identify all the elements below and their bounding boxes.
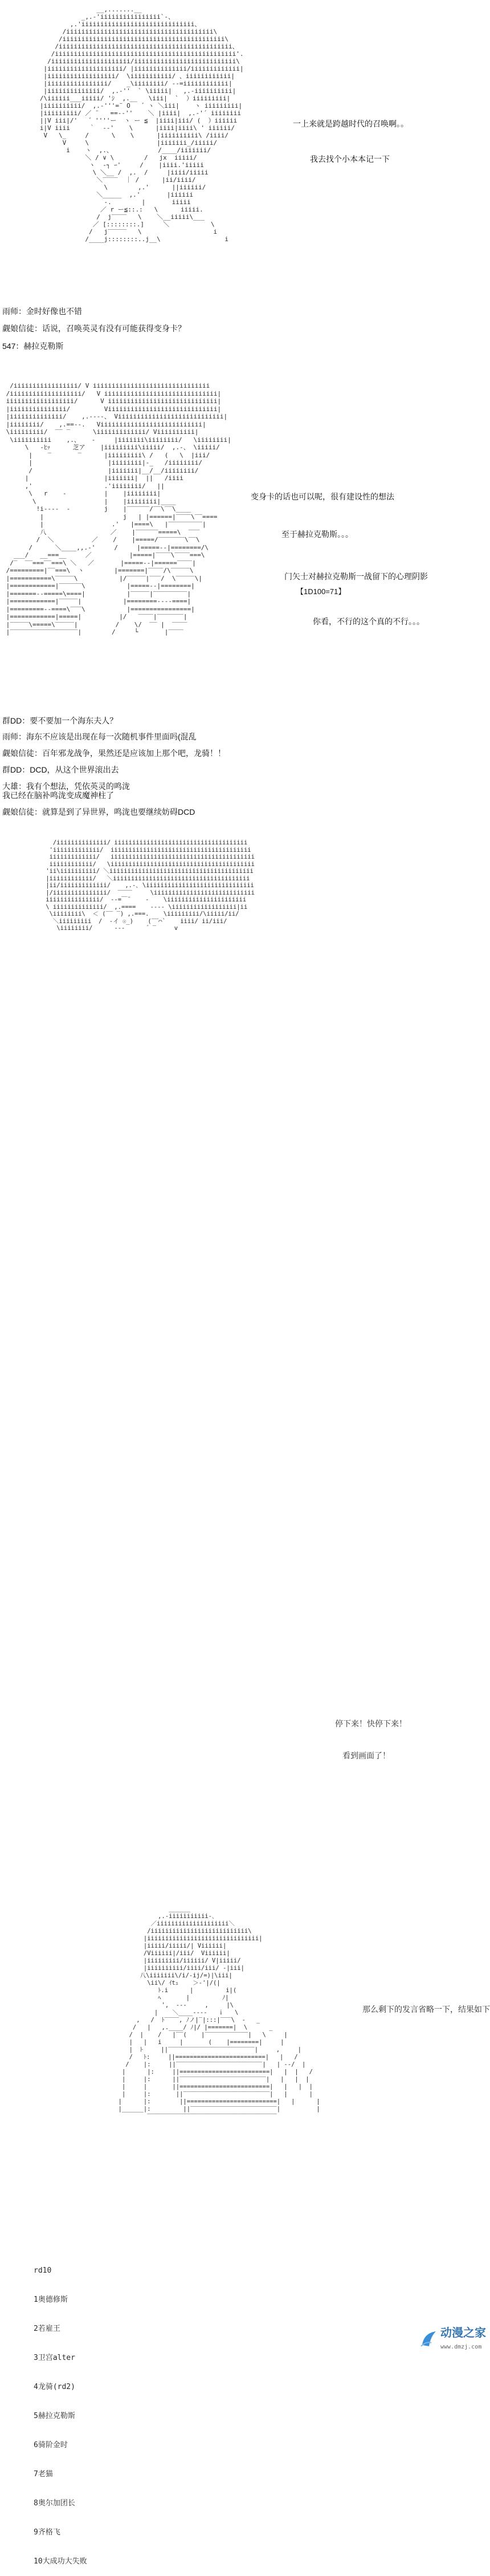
chat-line: 547：赫拉克勒斯 [2,342,64,351]
speech-line: 停下来！快停下来！ [335,1720,407,1729]
speech-line: 看到画面了！ [342,1752,390,1761]
chat-line: 觑娘信徒：话说，召唤英灵有没有可能获得变身卡？ [2,324,186,333]
result-item: 9齐格飞 [34,2528,60,2537]
speech-line: 变身卡的话也可以呢，很有建设性的想法 [251,492,394,501]
result-item: 4龙骑(rd2) [34,2383,75,2391]
result-list [34,2246,87,2576]
speech-line: 门矢士对赫拉克勒斯一战留下的心理阴影 [284,572,428,581]
watermark-name: 动漫之家 [440,2326,486,2339]
result-item: 3卫宫alter [34,2354,75,2362]
result-item: 6骑阶金时 [34,2441,68,2449]
result-item: 2若雇王 [34,2325,60,2333]
speech-line: 至于赫拉克勒斯。。。 [281,530,353,539]
speech-line: 我去找个小本本记一下 [310,155,390,164]
result-item: 7老猫 [34,2470,53,2479]
speech-line: 那么剩下的发言省略一下，结果如下 [362,2005,490,2014]
chat-line: 群DD：DCD，从这个世界滚出去 [2,765,119,774]
result-item: 5赫拉克勒斯 [34,2412,75,2420]
speech-line: 一上来就是跨越时代的召唤啊。。 [293,119,409,128]
chat-line: 雨师：海东不应该是出现在每一次随机事件里面吗(混乱 [2,732,197,741]
chat-line: 雨师：金时好像也不错 [2,307,82,316]
speech-line: 你看，不行的这个真的不行。。。 [313,617,424,626]
result-item: 1奥德修斯 [34,2295,68,2304]
ascii-art-figure-1: __,.......__ _,.-'iiiiiiiiiiiiiiii`-、 ,.'iiiiiiiiiiiiiiiiiiiiiiiiiiiiii、 /iiiiiiiiiiiiiiiiiiiiiiiiiiiiiiiiiiiiiii\ /iiiiiiiiiiiiiiiiiiiiiiiiiiiiiiiiiiiiiiiiiii\ /iiiiiiiiiiiiiiiiiiiiiiiiiiiiiiiiiiiiiiiiiiiiii、 /iiiiiiiiiiiiiiiiiiiiiiiiiiiiiiiiiiiiiiiiiiiiiiii'. /iiiiiiiiiiiiiiiiiiiii/iiiiiiiiiiiiiiiiiiiiiiiiiii\ |iiiiiiiiiiiiiiiiiiii/ |iiiiiiiiiiiiii/iiiiiiiiiiiii| |iiiiiiiiiiiiiiiiii/ \iiiiiiiiiii/ 、iiiiiiiiiiii| |iiiiiiiiiiiiiiii/ _\iiiiiiii/ --=iiiiiiiiiiii| |iiiiiiiiiiiiii/ ,.-'' ` \iiiii| ,.-iiiiiiiiii| /\iiiiii___iiiii/ 'ｼ ,.__ \iii| ` ）iiiiiiiii| |iiiiiiiiii/ ,.-'''=¨ O ゛ヽ ＼iii| ヽ iiiiiiiii| |iiiiiiiii/ ／ ¨ ==‐‐'' ＼ |iiii| ,.-'´ iiiiiiii ||V iii|/' ゛''''ー ヽ ー ≦ |iiii|iii/ ( ）iiiiii i|V iiii ｀ ‐‐' \ |iiii|iiii\ ' iiiiii/ V \_ / \ \ |iiiiiiiiii\ /iiii/ V \ |iiiiiii_/iiiii/ i ヽ ,.、 /____/iiiiiii/ ＼ / ∨ \ / jx iiiii/ ヽ ‐┐ ｰ' / |iiii.'iiiii \ ＼__ / ,. / |iiii/iiiii ＼‾‾‾‾ ｜ / |ii/iiii/ \ ,.' ||iiiiii/ ＼_____ ,.' |iiiiii ‐. | iiiii ／ r ー≦::.: \ iiiii. / j‾‾‾‾ \ ＼__iiiii\___ ／ [::::::::.] ＼ \ / j‾‾‾‾‾ \ i /____j::::::::..j__\ i [39,6,244,243]
dmzj-logo-icon [419,2329,438,2349]
chat-line: 觑娘信徒：百年邪龙战争，果然还是应该加上那个吧，龙骑！！ [2,749,226,758]
result-item: 8奥尔加团长 [34,2499,75,2508]
ascii-art-figure-4: ______ ,.-iiiiiiiiiii-､ ／iiiiiiiiiiiiiiiiiiii＼ /iiiiiiiiiiiiiiiiiiiiiiiiiii\ |iiiiiiiiiiiiiiiiiiiiiiiiiiiiiii| |iiiii/iiiii/| Viiiiii| /Viiiiii|/iii/ Viiiiii| |iiiiiiiii/iiiiii/ V|iiiii/ |iiiiiiiiii/iiii/iii/ ‐|iii| 八\iiiiiii\/i/-ij/=)|\iii| \ii\/ ｲtｭ ＞-'|/(| ﾄ.i | i|( ﾍ | ﾉ| ', ‐‐- , |\ | ＼____‐‐‐‐ ｉ \ , / ﾄ‾‾‾‾, ﾉノ|‾|:::|‾‾‾\ - _ / | ,.____/ ﾉ|/ |=======| \ _ / | / |‾‾( |‾‾‾‾‾‾‾‾‾‾‾‾| \ | | | i | ( |========| | | ﾄ ||‾‾‾‾‾‾‾‾‾‾‾‾‾‾‾‾‾‾‾‾‾‾‾‾| , | / ﾄ: ||=========================| | / / |: ||‾‾‾‾‾‾‾‾‾‾‾‾‾‾‾‾‾‾‾‾‾‾‾‾| | ‐-/ | | |: ||=========================| | | / | |: ||‾‾‾‾‾‾‾‾‾‾‾‾‾‾‾‾‾‾‾‾‾‾‾‾| | | | | | ||=========================| | | | | |: ||‾‾‾‾‾‾‾‾‾‾‾‾‾‾‾‾‾‾‾‾‾‾‾‾| | | | |: ||=========================| | | |______|: ||‾‾‾‾‾‾‾‾‾‾‾‾‾‾‾‾‾‾‾‾‾‾‾‾| | ‾‾‾‾‾‾‾‾‾‾‾‾‾‾‾‾‾‾‾‾‾‾‾‾‾‾‾‾‾‾‾‾‾‾‾‾ [118,1905,320,2120]
result-header: rd10 [34,2266,52,2275]
chat-line: 觑娘信徒：就算是到了异世界，鸣泷也要继续妨碍DCD [2,807,195,816]
ascii-art-figure-2: /iiiiiiiiiiiiiiiii/ V iiiiiiiiiiiiiiiiiiiiiiiiiiiiiii /iiiiiiiiiiiiiiiiiii/ V iiiiiiiiiiiiiiiiiiiiiiiiiiiiii| iiiiiiiiiiiiiiiiii/ V iiiiiiiiiiiiiiiiiiiiiiiiiiiii| |iiiiiiiiiiiiiii/ Viiiiiiiiiiiiiiiiiiiiiiiiiiiii| |iiiiiiiiiiiiii/ ,.-‐‐-、 Viiiiiiiiiiiiiiiiiiiiiiiiiiii| |iiiiiiii/ ,.==‐-. Viiiiiiiiiiiiiiiiiiiiiiiiiii| \iiiiiiiii/ ‾‾ ‾ \iiiiiiiiiiiii/ Viiiiiiiiii| \iiiiiiiiii ,.、 ‐ |iiiiiii\iiiiiiii/ \iiiiiiii| \ ‐ﾋｯ 芝ア |iiiiiiiii\iiiii/ ,.-、 \iiiii/ | ‾ ‾ |iiiiiiiii\ / ( \ |iii/ | |iiiiiiii|‐_ /iiiiiiii/ / |iiiiiii|__/__/iiiiiiii/ | |iiiiiii| || /iiii ,' .'iiiiiiii/ || \ r - | |iiiiiiii| \ | |iiiiiiii|____ !i‐‐‐‐ ‐ j |‾‾‾‾‾‾/‾‾\‾‾\____ | j | |======|‾‾‾‾\‾‾==== | .' |====\ |‾‾‾‾‾‾‾‾‾| 八 ／ |‾‾‾‾‾‾=====\ ‾‾‾ / ＼ ／ / |=====/‾‾‾‾‾‾‾\‾‾\ / ＼____,,.‐' / |=====‐‐|========/\ ___/ __===__ ／ |=====|‾‾‾‾\‾‾‾‾===\ /‾ ‾‾===‾‾===\ ＼ ／ |=====‐‐|======‾‾‾‾| /=========|‾‾===\ ヽ |=======|‾‾‾‾/\‾‾‾‾‾\ |===========\‾‾‾‾‾\ |/‾‾‾‾‾|‾‾‾/ \‾‾‾‾‾\| |============|‾‾‾‾‾‾\ |=====‐‐|========| |=======‐‐=====\====| |‾‾‾‾‾|‾‾‾‾‾‾‾‾‾| |============|‾‾‾‾‾| |========‐‐‐‐====| |=========‐‐====\‾‾‾\ |================| |============|=====| |/ ‾‾‾‾|‾‾‾‾‾‾‾| |‾‾‾‾‾\=====\‾‾‾‾‾| / \/ ‾‾ | ‾‾‾‾ |‾‾‾‾‾‾‾‾‾‾‾‾‾‾‾‾‾‾| / └ |‾‾‾‾ [6,382,231,636]
chat-line: 大雄：我有个想法，凭依英灵的鸣泷 [2,782,130,791]
chat-line: 我已经在脑补鸣泷变成魔神柱了 [2,791,114,800]
ascii-art-figure-3: /iiiiiiiiiiiiii/ iiiiiiiiiiiiiiiiiiiiiiiiiiiiiiiiiiiii 'iiiiiiiiiiiii/ iiiiiiiiiiiiiiiiiiiiiiiiiiiiiiiiiiiiiii iiiiiiiiiiiii/ iiiiiiiiiiiiiiiiiiiiiiiiiiiiiiiiiiiiiiii iiiiiiiiiiii/ \iiiiiiiiiiiiiiiiiiiiiiiiiiiiiiiiiiiiiiii 'ii\iiiiiiiiii/ ＼iiiiiiiiiiiiiiiiiiiiiiiiiiiiiiiiiiiiiiii |iiiiiiiiiiii/ ＼iiiiiiiiiiiiiiiiiiiiiiiiiiiiiiiiiiiiii |ii/iiiiiiiiiiiii/ ,.-､ \iiiiiiiiiiiiiiiiiiiiiiiiiiiiii |/iiiiiiiiiiiiiii/ ‾‾‾‾ \iiiiiiiiiiiiiiiiiiiiiiiiiiii iiiiiiiiiiiiiii/ ‐‐=￣¨ ‐ \iiiiiiiiiiiiiiiiiiiiii \ iiiiiiiiiiiiii/ ,.==== ‐‐‐‐ \iiiiiiiiiiiiiiiiii|ii \iiiiiiii\ ＜ (‾‾ ‾) ,.===. \iiiiiiiii/\iiiii/ii/ ＼iiiiiiiii / ‐イ ☉_) (‾‾⌒` iiii/ ii/iii/ \iiiiiiii/ ‐‐‐ ゛‾ v 停下来！快停下来！ 看到画面了！ ______ ,.-iiiiiiiiiii-､ ／iiiiiiiiiiiiiiiiiiii＼ /iiiiiiiiiiiiiiiiiiiiiiiiiii\ |iiiiiiiiiiiiiiiiiiiiiiiiiiiiiii| |iiiii/iiiii/| Viiiiii| /Viiiiii|/iii/ Viiiiii| |iiiiiiiii/iiiiii/ V|iiiii/ |iiiiiiiiii/iiii/iii/ ‐|iii| 八\iiiiiii\/i/-ij/=)|\iii| \ii\/ ｲtｭ ＞-'|/(| ﾄ.i | i|( ﾍ | ﾉ| ', ‐‐- , |\ | ＼____‐‐‐‐ ｉ \ , / ﾄ‾‾‾‾, ﾉノ|‾|:::|‾‾‾\ - _ / | ,.____/ ﾉ|/ |=======| \ _ / | / |‾‾( |‾‾‾‾‾‾‾‾‾‾‾‾| \ | | | i | ( |========| | | ﾄ ||‾‾‾‾‾‾‾‾‾‾‾‾‾‾‾‾‾‾‾‾‾‾‾‾| , | / ﾄ: ||=========================| | / / |: ||‾‾‾‾‾‾‾‾‾‾‾‾‾‾‾‾‾‾‾‾‾‾‾‾| | ‐-/ | | |: ||=========================| | | / | |: ||‾‾‾‾‾‾‾‾‾‾‾‾‾‾‾‾‾‾‾‾‾‾‾‾| | | | | | ||=========================| | | | | |: ||‾‾‾‾‾‾‾‾‾‾‾‾‾‾‾‾‾‾‾‾‾‾‾‾| | | | |: ||=========================| | | |______|: ||‾‾‾‾‾‾‾‾‾‾‾‾‾‾‾‾‾‾‾‾‾‾‾‾| | ‾‾‾‾‾‾‾‾‾‾‾‾‾‾‾‾‾‾‾‾‾‾‾‾‾‾‾‾‾‾‾‾‾‾‾‾ 那么剩下的发言省略一下，结果如下 rd10 1奥德修斯 2若雇王 3卫宫alter 4龙骑(rd2) 5赫拉克勒斯 6骑阶金时 7老猫 8奥尔加团长 9齐格飞 10大成功大失败 动漫之家 www.dmzj.com [31,839,282,1007]
watermark [419,2325,487,2356]
watermark-url: www.dmzj.com [440,2344,482,2350]
dice-roll: 【1D100=71】 [296,587,346,596]
chat-line: 群DD：要不要加一个海东夫人？ [2,716,118,725]
result-item: 10大成功大失败 [34,2557,87,2566]
